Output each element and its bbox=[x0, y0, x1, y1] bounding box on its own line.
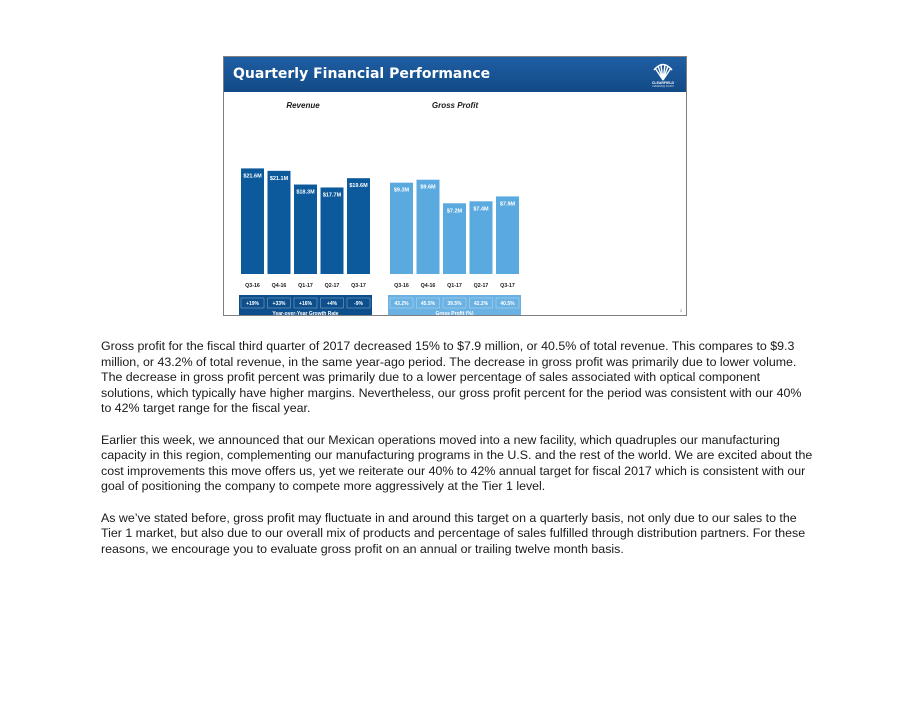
slide-title: Quarterly Financial Performance bbox=[233, 66, 491, 82]
slide-frame bbox=[223, 56, 687, 316]
gross-profit-bar bbox=[417, 180, 440, 274]
revenue-tick-label: Q1-17 bbox=[298, 283, 313, 289]
revenue-bar bbox=[241, 168, 264, 274]
revenue-data-label: $17.7M bbox=[322, 192, 342, 199]
gross-profit-summary-value: 43.2% bbox=[394, 301, 409, 307]
gross-profit-summary-value: 45.5% bbox=[420, 301, 436, 307]
narrative-paragraph: As we’ve stated before, gross profit may fluctuate in and around this target on a quarterly basis, not only due to our sales to the Tier 1 market, but also due to our overall mix of products and percentage of sales fulfilled through distribution partners. For these reasons, we encourage you to evaluate gross profit on an annual or trailing twelve month basis. bbox=[101, 510, 806, 556]
logo-name: CLEARFIELD bbox=[651, 81, 675, 85]
gross-profit-data-label: $7.4M bbox=[473, 206, 489, 213]
gross-profit-tick-label: Q1-17 bbox=[447, 283, 462, 289]
revenue-summary-label: Year-over-Year Growth Rate bbox=[272, 311, 339, 315]
revenue-data-label: $21.6M bbox=[243, 173, 262, 180]
revenue-bar bbox=[294, 185, 317, 274]
narrative-paragraph: Earlier this week, we announced that our Mexican operations moved into a new facility, which quadruples our manufacturing capacity in this region, complementing our manufacturing programs in the U.S. and the rest of the world. We are excited about the cost improvements this move offers us, yet we reiterate our 40% to 42% annual target for fiscal 2017 which is consistent with our goal of positioning the company to compete more aggressively at the Tier 1 level. bbox=[101, 432, 813, 494]
gross-profit-data-label: $7.9M bbox=[499, 201, 516, 208]
revenue-bar bbox=[268, 171, 291, 274]
revenue-data-label: $21.1M bbox=[269, 175, 289, 182]
slide-page-number: 3 bbox=[679, 308, 682, 313]
revenue-bar bbox=[321, 187, 344, 274]
revenue-tick-label: Q3-17 bbox=[351, 283, 366, 289]
revenue-summary-value: +4% bbox=[326, 301, 338, 307]
revenue-summary-value: -9% bbox=[354, 301, 363, 307]
revenue-chart-title: Revenue bbox=[286, 101, 320, 110]
gross-profit-tick-label: Q3-17 bbox=[500, 283, 515, 289]
revenue-data-label: $18.3M bbox=[296, 189, 315, 196]
revenue-tick-label: Q3-16 bbox=[245, 283, 260, 289]
revenue-bar bbox=[347, 178, 370, 274]
gross-profit-summary-value: 40.5% bbox=[500, 301, 515, 307]
gross-profit-summary-value: 42.2% bbox=[473, 301, 489, 307]
gross-profit-summary-label: Gross Profit (%) bbox=[435, 311, 474, 315]
revenue-summary-value: +16% bbox=[299, 301, 312, 307]
gross-profit-bar bbox=[390, 183, 413, 274]
gross-profit-data-label: $7.2M bbox=[446, 208, 463, 215]
narrative-paragraph: Gross profit for the fiscal third quarter of 2017 decreased 15% to $7.9 million, or 40.5% of total revenue. This compares to $9.3 million, or 43.2% of total revenue, in the same year-ago period. The decrease in gross profit was primarily due to lower volume. The decrease in gross profit percent was primarily due to a lower percentage of sales associated with optical component solutions, which typically have higher margins. Nevertheless, our gross profit percent for the period was consistent with our 40% to 42% target range for the fiscal year. bbox=[101, 339, 802, 416]
gross-profit-tick-label: Q4-16 bbox=[420, 283, 436, 289]
revenue-data-label: $19.6M bbox=[349, 183, 368, 190]
gross-profit-data-label: $9.6M bbox=[420, 184, 436, 191]
revenue-summary-value: +19% bbox=[246, 301, 259, 307]
revenue-summary-value: +33% bbox=[272, 301, 286, 307]
gross-profit-data-label: $9.3M bbox=[393, 187, 410, 194]
logo-subtitle: NASDAQ:CLFD bbox=[652, 84, 674, 88]
gross-profit-tick-label: Q3-16 bbox=[394, 283, 409, 289]
gross-profit-summary-value: 39.5% bbox=[447, 301, 462, 307]
revenue-tick-label: Q2-17 bbox=[324, 283, 340, 289]
slide-header bbox=[224, 57, 686, 92]
gross-profit-bar bbox=[496, 196, 519, 274]
narrative-text bbox=[101, 339, 813, 573]
gross-profit-tick-label: Q2-17 bbox=[473, 283, 489, 289]
gross-profit-chart-title: Gross Profit bbox=[431, 101, 479, 110]
revenue-tick-label: Q4-16 bbox=[271, 283, 287, 289]
financial-charts bbox=[224, 92, 686, 315]
